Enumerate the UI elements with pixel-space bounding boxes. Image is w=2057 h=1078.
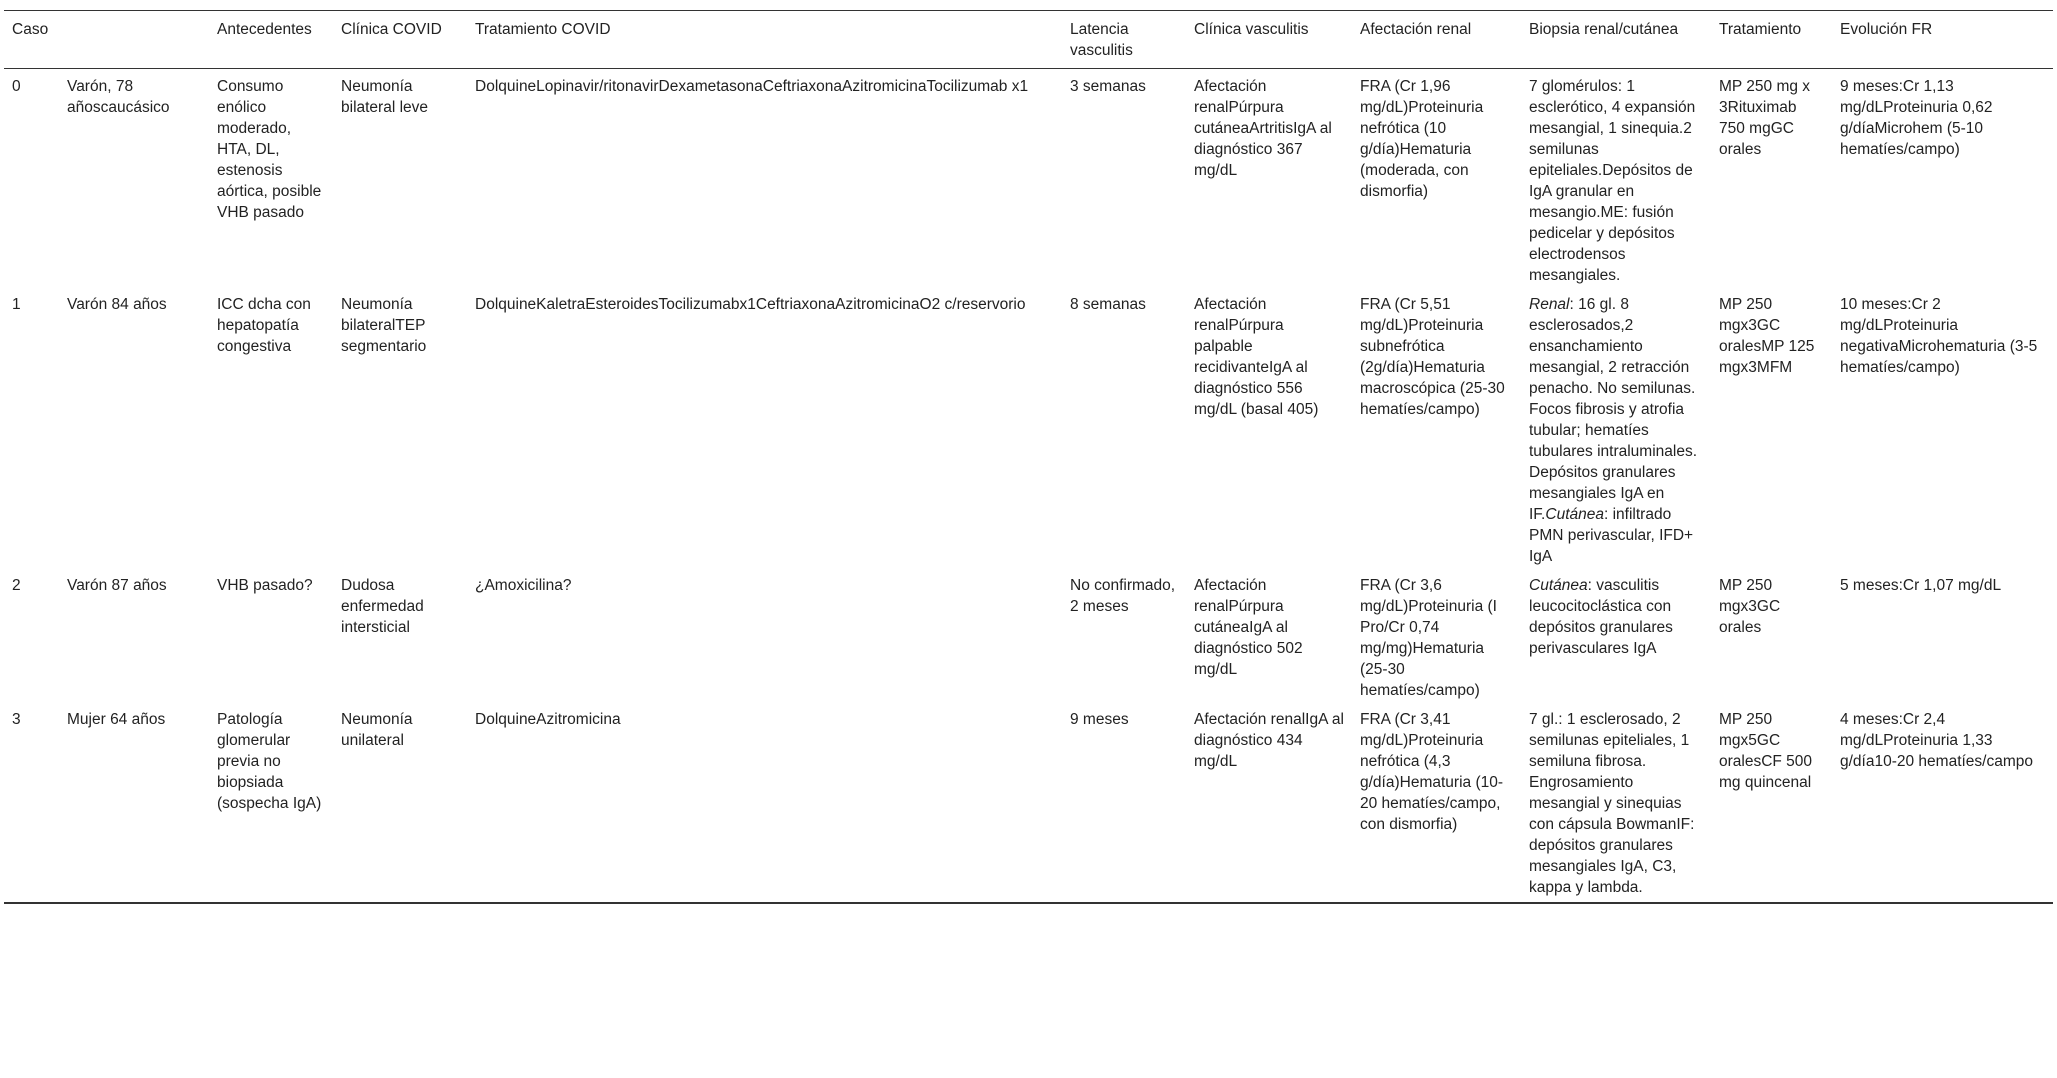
cell-tratamiento-covid: DolquineKaletraEsteroidesTocilizumabx1CeftriaxonaAzitromicinaO2 c/reservorio — [475, 296, 1026, 313]
header-tratamiento-covid: Tratamiento COVID — [475, 21, 611, 38]
header-clinica-covid: Clínica COVID — [341, 21, 442, 38]
cell-clinica-vasculitis: Afectación renalPúrpura cutáneaIgA al diagnóstico 502 mg/dL — [1194, 577, 1303, 678]
cell-afectacion-renal: FRA (Cr 3,6 mg/dL)Proteinuria (I Pro/Cr 0,74 mg/mg)Hematuria (25-30 hematíes/campo) — [1360, 577, 1497, 699]
header-latencia: Latencia vasculitis — [1070, 21, 1133, 59]
cell-biopsia — [1521, 290, 1711, 571]
cell-tratamiento: MP 250 mgx3GC orales — [1719, 577, 1781, 636]
table-row — [4, 290, 2053, 571]
table-row — [4, 705, 2053, 903]
cell-caso: 3 — [12, 711, 21, 728]
cell-evolucion: 4 meses:Cr 2,4 mg/dLProteinuria 1,33 g/día10-20 hematíes/campo — [1840, 711, 2034, 770]
cell-tratamiento: MP 250 mgx5GC oralesCF 500 mg quincenal — [1719, 711, 1813, 791]
cell-antecedentes: VHB pasado? — [217, 577, 313, 594]
cell-biopsia — [1521, 571, 1711, 705]
header-row — [4, 11, 2053, 69]
cell-tratamiento-covid: DolquineLopinavir/ritonavirDexametasonaCeftriaxonaAzitromicinaTocilizumab x1 — [475, 78, 1029, 95]
header-clinica-vasculitis: Clínica vasculitis — [1194, 21, 1309, 38]
cell-evolucion: 9 meses:Cr 1,13 mg/dLProteinuria 0,62 g/díaMicrohem (5-10 hematíes/campo) — [1840, 78, 1993, 158]
cell-clinica-covid: Neumonía bilateralTEP segmentario — [341, 296, 427, 355]
header-paciente — [59, 11, 209, 69]
biopsia-renal-label: Renal — [1529, 296, 1570, 313]
cell-antecedentes: Consumo enólico moderado, HTA, DL, estenosis aórtica, posible VHB pasado — [217, 78, 322, 221]
cell-paciente: Varón, 78 añoscaucásico — [67, 78, 170, 116]
cell-caso: 2 — [12, 577, 21, 594]
cell-latencia: 8 semanas — [1070, 296, 1146, 313]
header-antecedentes: Antecedentes — [217, 21, 312, 38]
cell-caso: 1 — [12, 296, 21, 313]
cell-paciente: Varón 84 años — [67, 296, 167, 313]
cell-evolucion: 5 meses:Cr 1,07 mg/dL — [1840, 577, 2002, 594]
cell-clinica-vasculitis: Afectación renalPúrpura palpable recidivanteIgA al diagnóstico 556 mg/dL (basal 405) — [1194, 296, 1319, 418]
header-evolucion: Evolución FR — [1840, 21, 1933, 38]
cell-tratamiento-covid: ¿Amoxicilina? — [475, 577, 572, 594]
biopsia-cutanea-text: : vasculitis leucocitoclástica con depósitos granulares perivasculares IgA — [1529, 577, 1673, 657]
cell-afectacion-renal: FRA (Cr 1,96 mg/dL)Proteinuria nefrótica (10 g/día)Hematuria (moderada, con dismorfia) — [1360, 78, 1484, 200]
biopsia-cutanea-text: : infiltrado PMN perivascular, IFD+ IgA — [1529, 506, 1694, 565]
cell-clinica-covid: Neumonía bilateral leve — [341, 78, 429, 116]
cell-evolucion: 10 meses:Cr 2 mg/dLProteinuria negativaMicrohematuria (3-5 hematíes/campo) — [1840, 296, 2038, 376]
cell-clinica-vasculitis: Afectación renalPúrpura cutáneaArtritisIgA al diagnóstico 367 mg/dL — [1194, 78, 1332, 179]
table-row — [4, 571, 2053, 705]
header-afectacion-renal: Afectación renal — [1360, 21, 1472, 38]
cell-paciente: Mujer 64 años — [67, 711, 166, 728]
cell-latencia: 9 meses — [1070, 711, 1129, 728]
cell-tratamiento: MP 250 mg x 3Rituximab 750 mgGC orales — [1719, 78, 1811, 158]
cell-biopsia: 7 glomérulos: 1 esclerótico, 4 expansión mesangial, 1 sinequia.2 semilunas epiteliales.Depósitos de IgA granular en mesangio.ME: fusión pedicelar y depósitos electrodensos mesangiales. — [1529, 78, 1696, 284]
header-caso: Caso — [12, 21, 49, 38]
cell-paciente: Varón 87 años — [67, 577, 167, 594]
cell-afectacion-renal: FRA (Cr 5,51 mg/dL)Proteinuria subnefrótica (2g/día)Hematuria macroscópica (25-30 hematíes/campo) — [1360, 296, 1505, 418]
cell-tratamiento: MP 250 mgx3GC oralesMP 125 mgx3MFM — [1719, 296, 1815, 376]
biopsia-renal-text: : 16 gl. 8 esclerosados,2 ensanchamiento mesangial, 2 retracción penacho. No semilunas. Focos fibrosis y atrofia tubular; hematíes tubulares intraluminales. Depósitos granulares mesangiales IgA en IF. — [1529, 296, 1698, 523]
cell-antecedentes: Patología glomerular previa no biopsiada (sospecha IgA) — [217, 711, 322, 812]
biopsia-cutanea-label: Cutánea — [1545, 506, 1604, 523]
cell-clinica-vasculitis: Afectación renalIgA al diagnóstico 434 mg/dL — [1194, 711, 1344, 770]
header-biopsia: Biopsia renal/cutánea — [1529, 21, 1679, 38]
table-row — [4, 69, 2053, 291]
cell-caso: 0 — [12, 78, 21, 95]
cell-afectacion-renal: FRA (Cr 3,41 mg/dL)Proteinuria nefrótica (4,3 g/día)Hematuria (10-20 hematíes/campo, con dismorfia) — [1360, 711, 1504, 833]
biopsia-cutanea-label: Cutánea — [1529, 577, 1588, 594]
header-tratamiento: Tratamiento — [1719, 21, 1802, 38]
cell-clinica-covid: Dudosa enfermedad intersticial — [341, 577, 424, 636]
clinical-cases-table — [4, 10, 2053, 904]
cell-clinica-covid: Neumonía unilateral — [341, 711, 413, 749]
cell-biopsia: 7 gl.: 1 esclerosado, 2 semilunas epiteliales, 1 semiluna fibrosa. Engrosamiento mesangial y sinequias con cápsula BowmanIF: depósitos granulares mesangiales IgA, C3, kappa y lambda. — [1529, 711, 1695, 896]
cell-antecedentes: ICC dcha con hepatopatía congestiva — [217, 296, 311, 355]
cell-latencia: No confirmado, 2 meses — [1070, 577, 1176, 615]
cell-latencia: 3 semanas — [1070, 78, 1146, 95]
cell-tratamiento-covid: DolquineAzitromicina — [475, 711, 621, 728]
